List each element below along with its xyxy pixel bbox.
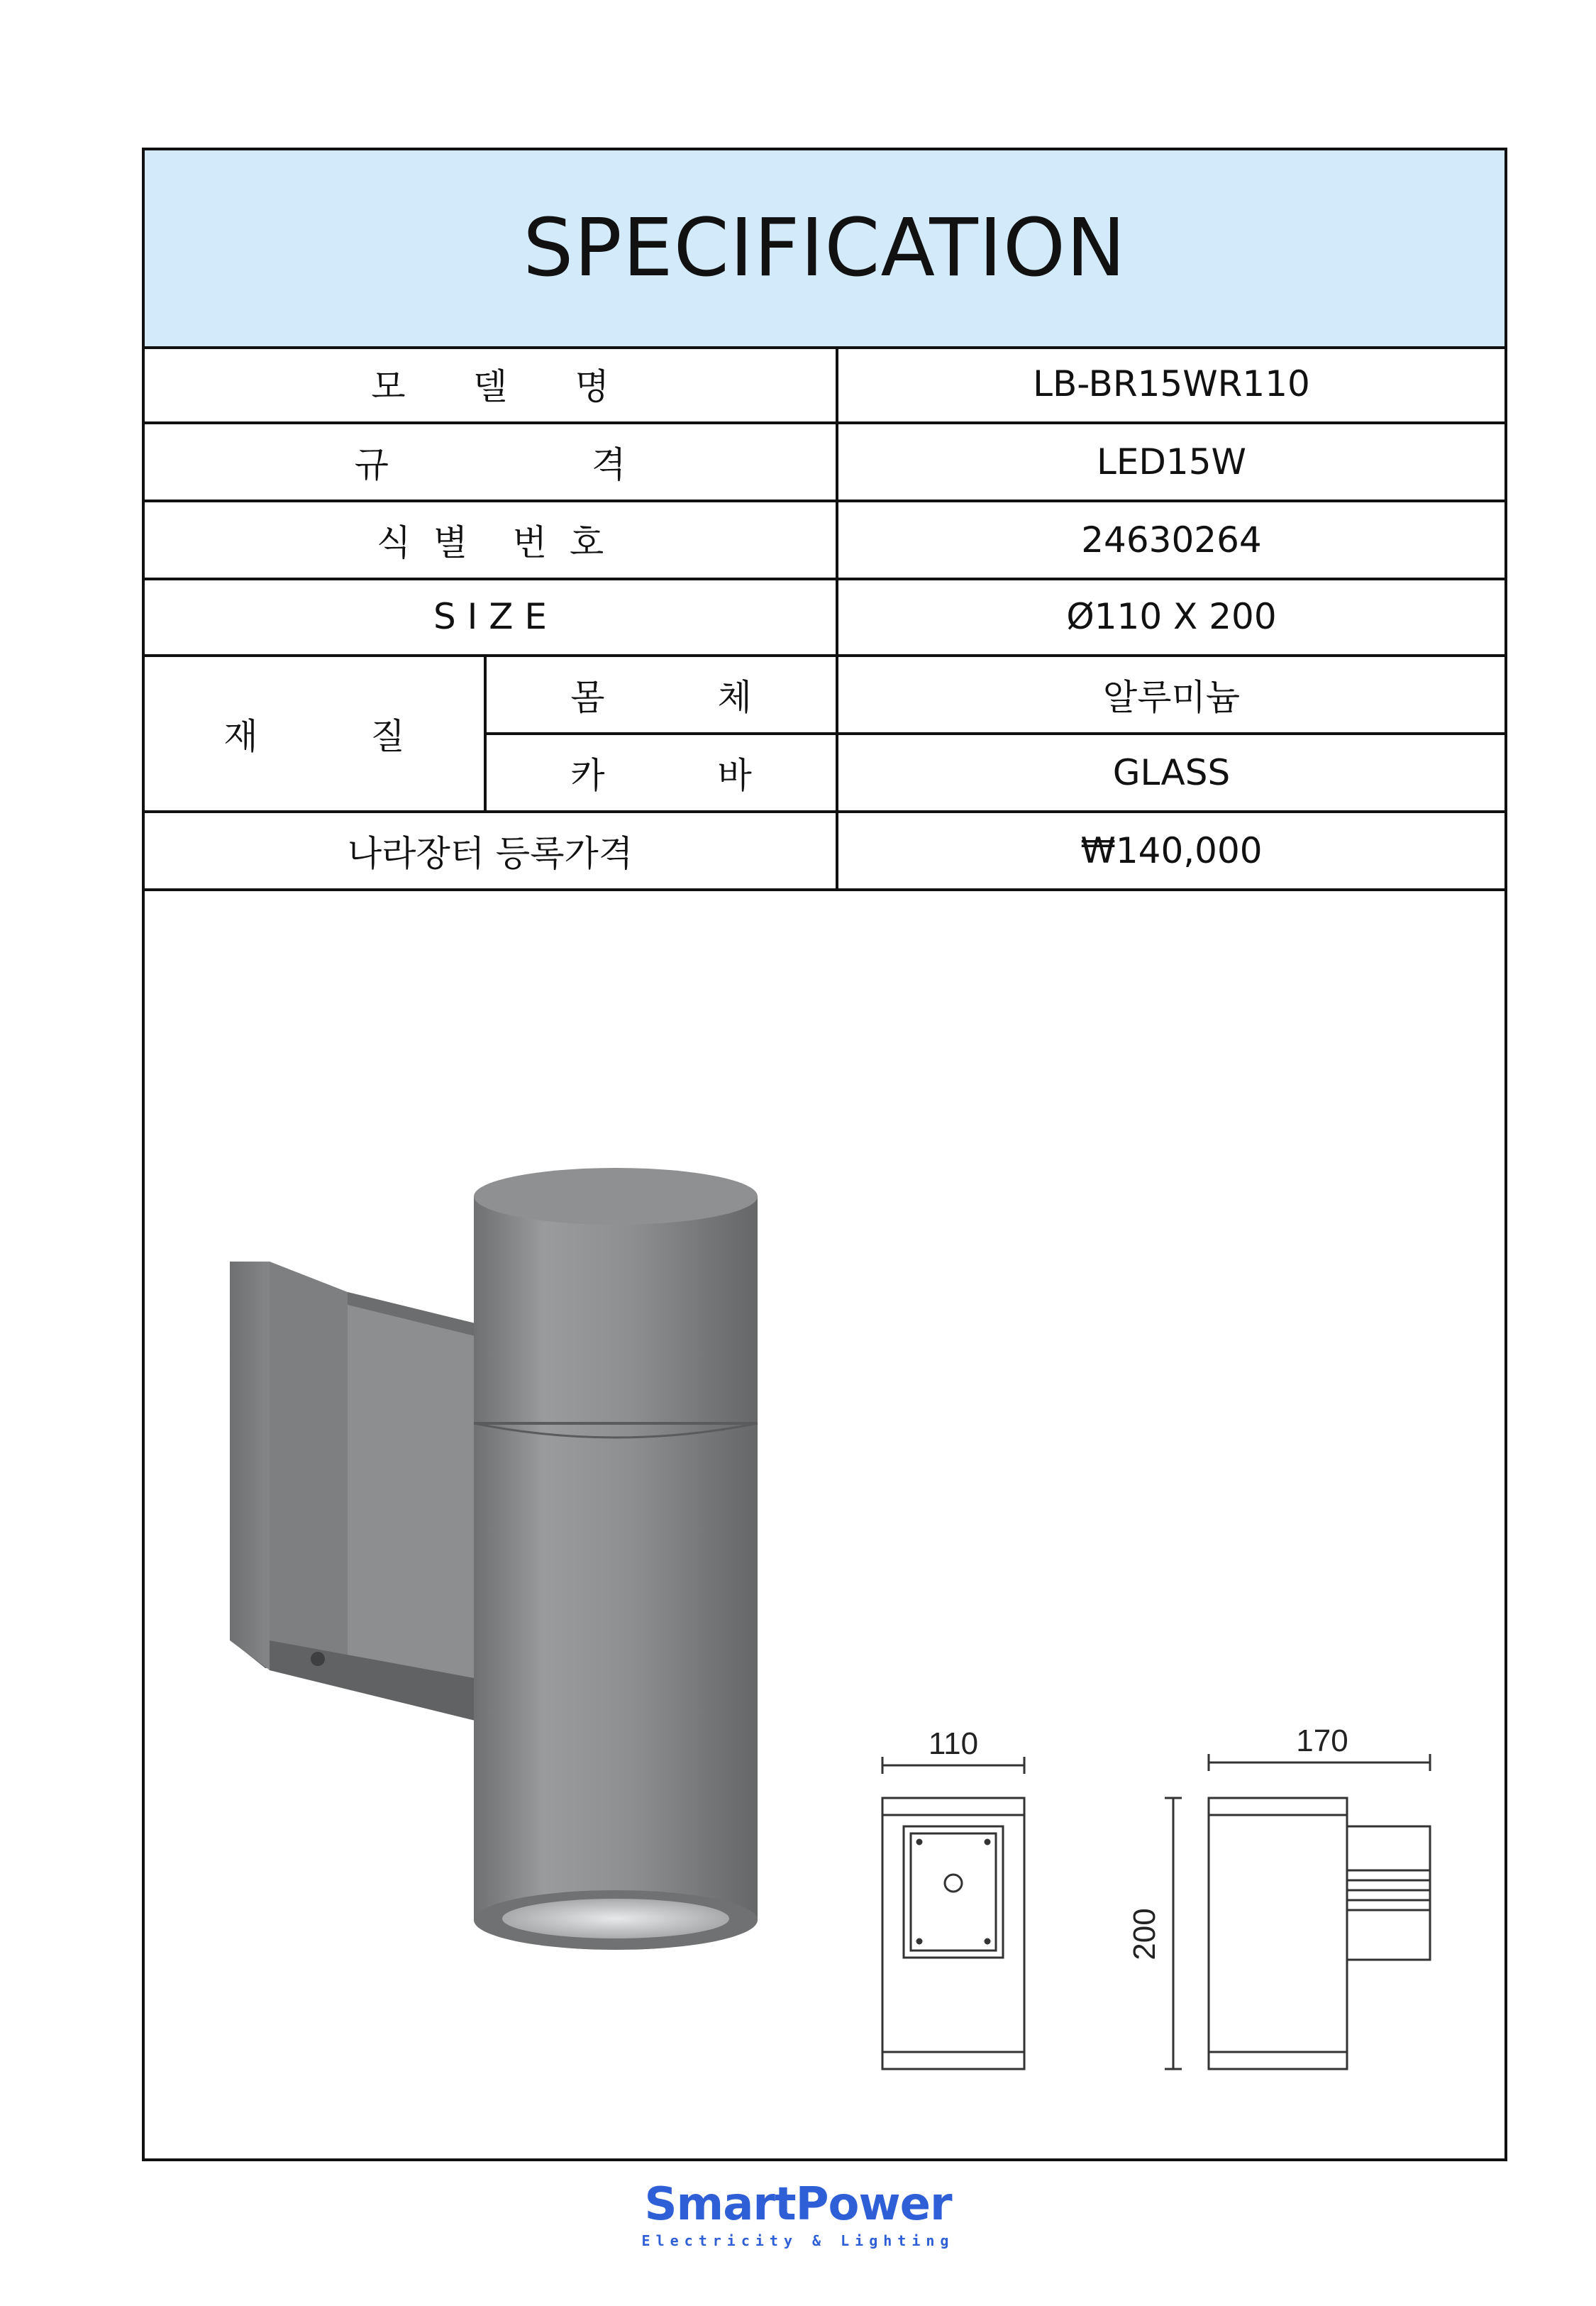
page-title: SPECIFICATION	[523, 202, 1126, 294]
row-material	[145, 657, 1504, 813]
row-size	[145, 579, 1504, 657]
id-number-label: 식 별 번 호	[145, 502, 838, 578]
standard-label: 규 격	[145, 424, 838, 500]
row-standard	[145, 424, 1504, 502]
material-label: 재 질	[145, 657, 487, 810]
material-cover-label: 카 바	[487, 735, 838, 810]
size-value: Ø110 X 200	[1066, 596, 1277, 637]
brand-name: SmartPower	[644, 2178, 952, 2231]
price-label: 나라장터 등록가격	[145, 813, 838, 888]
price-value: ₩140,000	[1080, 830, 1263, 871]
front-view	[882, 1757, 1024, 2069]
material-body-label: 몸 체	[487, 657, 838, 732]
row-model	[145, 346, 1504, 424]
height-label: 200	[1127, 1908, 1162, 1960]
model-label: 모 델 명	[145, 346, 838, 421]
width-front-label: 110	[928, 1726, 979, 1761]
row-id-number	[145, 502, 1504, 580]
product-figure-area	[145, 891, 1504, 2158]
brand-logo	[0, 2178, 1596, 2249]
material-body-value: 알루미늄	[1102, 677, 1241, 718]
spec-header	[145, 150, 1504, 349]
spec-sheet	[142, 148, 1507, 2161]
side-view	[1165, 1754, 1430, 2069]
model-value: LB-BR15WR110	[1033, 363, 1310, 404]
size-label: S I Z E	[145, 579, 838, 654]
standard-value: LED15W	[1096, 441, 1246, 482]
dimension-drawing	[145, 891, 1510, 2161]
width-side-label: 170	[1296, 1723, 1348, 1758]
row-price	[145, 813, 1504, 891]
id-number-value: 24630264	[1081, 519, 1262, 561]
material-cover-value: GLASS	[1112, 752, 1231, 793]
brand-tagline: Electricity & Lighting	[641, 2232, 955, 2249]
